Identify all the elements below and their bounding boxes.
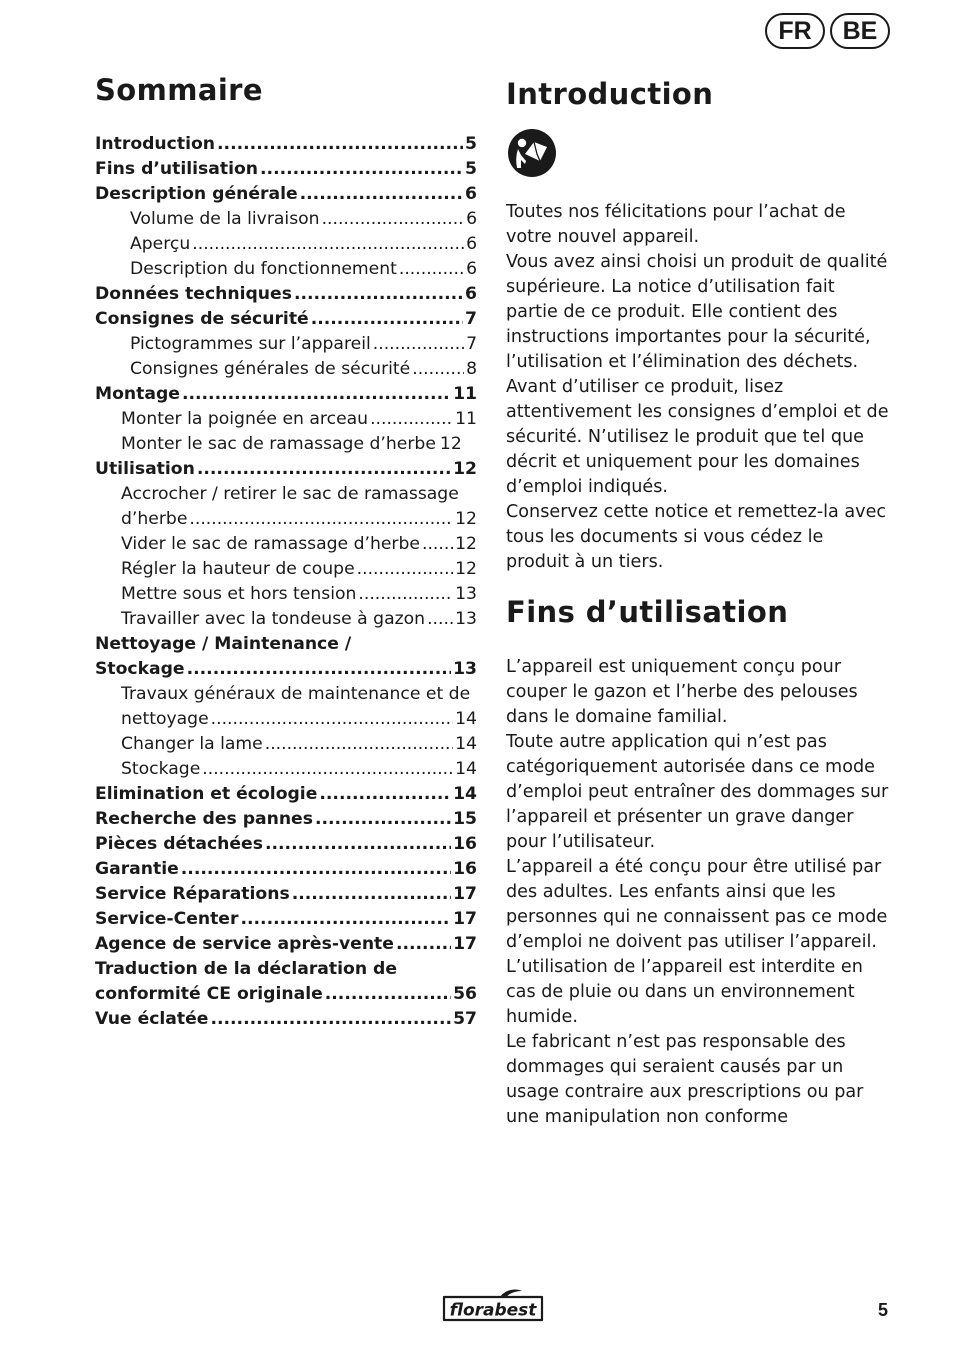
paragraph: L’appareil est uniquement conçu pour couper le gazon et l’herbe des pelouses dans le domaine familial. <box>506 657 858 727</box>
toc-entry[interactable]: Monter la poignée en arceau ..... 11 <box>95 407 477 432</box>
toc-entry[interactable]: Volume de la livraison ..... 6 <box>95 207 477 232</box>
toc-entry[interactable]: Service Réparations ..... 17 <box>95 882 477 907</box>
badge-fr: FR <box>765 13 825 49</box>
toc-entry[interactable]: Traduction de la déclaration de conformité CE originale ..... 56 <box>95 957 477 1007</box>
fins-text <box>506 655 890 1130</box>
toc-entry[interactable]: Monter le sac de ramassage d’herbe 12 <box>121 434 462 454</box>
sommaire-title: Sommaire <box>95 73 263 107</box>
toc-entry[interactable]: Service-Center ..... 17 <box>95 907 477 932</box>
toc-entry[interactable]: Fins d’utilisation ..... 5 <box>95 157 477 182</box>
brand-text: florabest <box>449 1300 537 1321</box>
toc-entry[interactable]: Consignes générales de sécurité ..... 8 <box>95 357 477 382</box>
toc-entry[interactable]: Aperçu ..... 6 <box>95 232 477 257</box>
paragraph: L’appareil a été conçu pour être utilisé par des adultes. Les enfants ainsi que les personnes qui ne connaissent pas ce mode d’emploi ne doivent pas utiliser l’appareil. <box>506 857 888 952</box>
toc-entry[interactable]: Changer la lame ..... 14 <box>95 732 477 757</box>
content-column <box>506 74 890 1130</box>
toc-entry[interactable]: Agence de service après-vente ..... 17 <box>95 932 477 957</box>
paragraph: Toute autre application qui n’est pas catégoriquement autorisée dans ce mode d’emploi peut entraîner des dommages sur l’appareil et présenter un grave danger pour l’utilisateur. <box>506 732 889 852</box>
toc-entry[interactable]: Montage ..... 11 <box>95 382 477 407</box>
introduction-title: Introduction <box>506 77 714 111</box>
toc-entry[interactable]: Utilisation ..... 12 <box>95 457 477 482</box>
fins-title: Fins d’utilisation <box>506 595 789 629</box>
toc-entry[interactable]: Vue éclatée ..... 57 <box>95 1007 477 1032</box>
toc-entry[interactable]: Garantie ..... 16 <box>95 857 477 882</box>
toc-entry[interactable]: Vider le sac de ramassage d’herbe ..... 12 <box>95 532 477 557</box>
toc-entry[interactable]: Elimination et écologie ..... 14 <box>95 782 477 807</box>
toc-entry[interactable]: Travailler avec la tondeuse à gazon ..... 13 <box>95 607 477 632</box>
paragraph: Conservez cette notice et remettez-la avec tous les documents si vous cédez le produit à un tiers. <box>506 502 887 572</box>
introduction-text <box>506 200 890 575</box>
toc-entry[interactable]: Consignes de sécurité ..... 7 <box>95 307 477 332</box>
paragraph: Toutes nos félicitations pour l’achat de votre nouvel appareil. <box>506 202 846 247</box>
toc-entry[interactable]: Mettre sous et hors tension ..... 13 <box>95 582 477 607</box>
florabest-logo <box>440 1287 546 1324</box>
language-badges <box>765 13 890 49</box>
toc-entry[interactable]: Introduction ..... 5 <box>95 132 477 157</box>
toc-entry[interactable]: Accrocher / retirer le sac de ramassage d’herbe ..... 12 <box>95 482 477 532</box>
toc-entry[interactable]: Pictogrammes sur l’appareil ..... 7 <box>95 332 477 357</box>
toc-entry[interactable]: Description du fonctionnement ..... 6 <box>95 257 477 282</box>
paragraph: L’utilisation de l’appareil est interdite en cas de pluie ou dans un environnement humide. <box>506 957 863 1027</box>
toc-entry[interactable]: Stockage ..... 14 <box>95 757 477 782</box>
toc-entry[interactable]: Description générale ..... 6 <box>95 182 477 207</box>
toc-entry[interactable]: Travaux généraux de maintenance et de nettoyage ..... 14 <box>95 682 477 732</box>
table-of-contents <box>95 132 477 1032</box>
toc-entry[interactable]: Recherche des pannes ..... 15 <box>95 807 477 832</box>
sommaire-column <box>95 70 477 1032</box>
toc-entry[interactable]: Pièces détachées ..... 16 <box>95 832 477 857</box>
paragraph: Le fabricant n’est pas responsable des dommages qui seraient causés par un usage contraire aux prescriptions ou par une manipulation non conforme <box>506 1032 864 1127</box>
toc-entry[interactable]: Nettoyage / Maintenance / Stockage ..... 13 <box>95 632 477 682</box>
badge-be: BE <box>830 13 890 49</box>
paragraph: Vous avez ainsi choisi un produit de qualité supérieure. La notice d’utilisation fait partie de ce produit. Elle contient des instructions importantes pour la sécurité, l’utilisation et l’élimination des déchets. Avant d’utiliser ce produit, lisez attentivement les consignes d’emploi et de sécurité. N’utilisez le produit que tel que décrit et uniquement pour les domaines d’emploi indiqués. <box>506 252 889 497</box>
toc-entry[interactable]: Régler la hauteur de coupe ..... 12 <box>95 557 477 582</box>
page-number: 5 <box>877 1300 888 1320</box>
toc-entry[interactable]: Données techniques ..... 6 <box>95 282 477 307</box>
read-manual-icon <box>507 128 557 178</box>
